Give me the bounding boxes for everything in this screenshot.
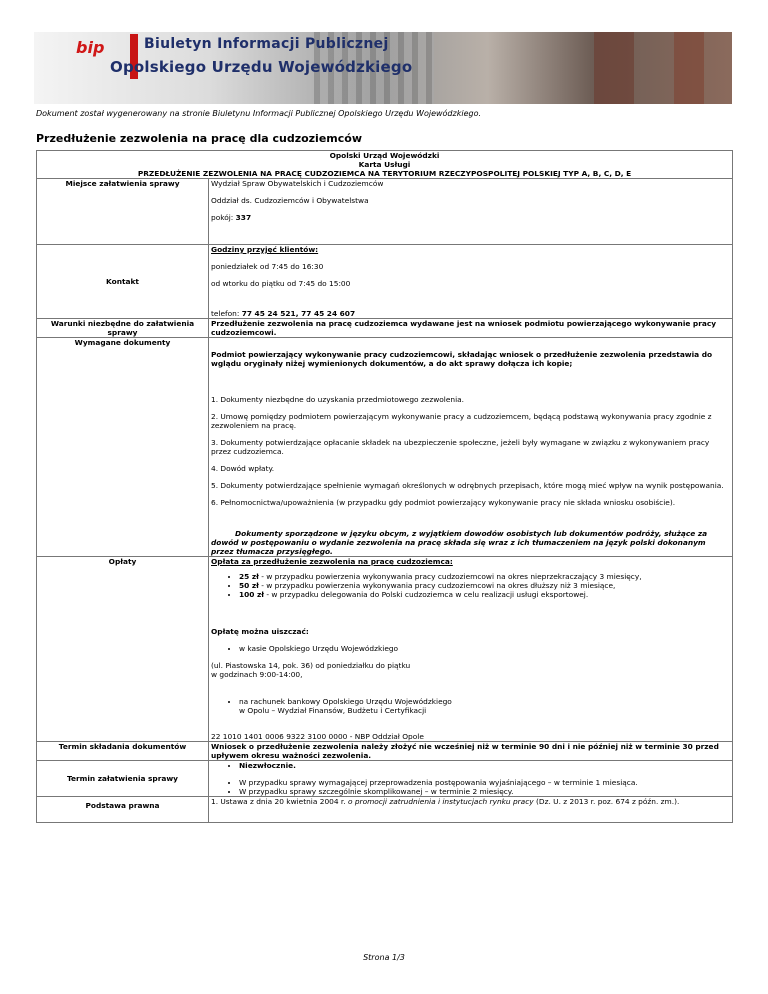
fee-title: Opłata za przedłużenie zezwolenia na pracę cudzoziemca: [211, 557, 453, 566]
service-card-table [36, 150, 733, 823]
fee-item: • 50 zł - w przypadku powierzenia wykonywania pracy cudzoziemcowi na okres dłuższy niż 3 miesiące, [239, 581, 730, 590]
miejsce-label: Miejsce załatwienia sprawy [37, 179, 209, 245]
law-title: o promocji zatrudnienia i instytucjach rynku pracy [347, 797, 534, 806]
service-title: PRZEDŁUŻENIE ZEZWOLENIA NA PRACĘ CUDZOZIEMCA NA TERYTORIUM RZECZYPOSPOLITEJ POLSKIEJ TYP A, B, C, D, E [137, 169, 632, 178]
card-type: Karta Usługi [358, 160, 411, 169]
hours-title: Godziny przyjęć klientów: [211, 245, 319, 254]
room: pokój: 337 [211, 213, 252, 222]
pay-cash: • w kasie Opolskiego Urzędu Wojewódzkiego [239, 644, 730, 653]
pay-title: Opłatę można uiszczać: [211, 627, 309, 636]
phone-numbers: 77 45 24 521, 77 45 24 607 [241, 309, 356, 318]
dokumenty-value [209, 338, 733, 557]
warunki-value: Przedłużenie zezwolenia na pracę cudzoziemca wydawane jest na wniosek podmiotu powierzającego wykonywanie pracy cudzoziemcowi. [209, 319, 733, 338]
pay-bank: • na rachunek bankowy Opolskiego Urzędu Wojewódzkiego w Opolu – Wydział Finansów, Budżetu i Certyfikacji [239, 697, 730, 715]
bank-account: 22 1010 1401 0006 9322 3100 0000 - NBP Oddział Opole [211, 732, 424, 741]
deadline-item: • W przypadku sprawy wymagającej przeprowadzenia postępowania wyjaśniającego – w terminie 1 miesiąca. [239, 778, 730, 787]
generated-note: Dokument został wygenerowany na stronie Biuletynu Informacji Publicznej Opolskiego Urzędu Wojewódzkiego. [36, 109, 482, 118]
page-title: Przedłużenie zezwolenia na pracę dla cudzoziemców [36, 132, 362, 145]
banner-subtitle: Opolskiego Urzędu Wojewódzkiego [110, 58, 413, 76]
document-item: 5. Dokumenty potwierdzające spełnienie wymagań określonych w odrębnych przepisach, które mogą mieć wpływ na wynik postępowania. [211, 481, 724, 490]
card-header [37, 151, 733, 179]
termin-skladania-label: Termin składania dokumentów [37, 742, 209, 761]
office-name: Opolski Urząd Wojewódzki [329, 151, 440, 160]
page-footer: Strona 1/3 [363, 953, 405, 962]
fee-item: • 25 zł - w przypadku powierzenia wykonywania pracy cudzoziemcowi na okres nieprzekraczający 3 miesięcy, [239, 572, 730, 581]
header-banner [34, 32, 732, 104]
document-item: 4. Dowód wpłaty. [211, 464, 275, 473]
documents-intro: Podmiot powierzający wykonywanie pracy cudzoziemcowi, składając wniosek o przedłużenie zezwolenia przedstawia do wglądu oryginały niżej wymienionych dokumentów, a do akt sprawy dołącza ich kopie; [211, 350, 713, 368]
warunki-label: Warunki niezbędne do załatwienia sprawy [37, 319, 209, 338]
deadline-item: • W przypadku sprawy szczególnie skomplikowanej – w terminie 2 miesięcy. [239, 787, 730, 796]
phone: telefon: 77 45 24 521, 77 45 24 607 [211, 309, 356, 318]
oplaty-label: Opłaty [37, 557, 209, 742]
kontakt-value [209, 245, 733, 319]
fee-item: • 100 zł - w przypadku delegowania do Polski cudzoziemca w celu realizacji usługi eksportowej. [239, 590, 730, 599]
hours-monday: poniedziałek od 7:45 do 16:30 [211, 262, 324, 271]
translation-note: Dokumenty sporządzone w języku obcym, z wyjątkiem dowodów osobistych lub dokumentów podróży, służące za dowód w postępowaniu o wydanie zezwolenia na pracę składa się wraz z ich tłumaczeniem na język polski dokonanym przez tłumacza przysięgłego. [211, 529, 708, 556]
podstawa-value: 1. Ustawa z dnia 20 kwietnia 2004 r. o promocji zatrudnienia i instytucjach rynku pracy (Dz. U. z 2013 r. poz. 674 z późn. zm.). [209, 797, 733, 823]
miejsce-value [209, 179, 733, 245]
document-item: 3. Dokumenty potwierdzające opłacanie składek na ubezpieczenie społeczne, jeżeli były wymagane w związku z wykonywaniem pracy przez cudzoziemca. [211, 438, 710, 456]
fee-list [211, 572, 730, 599]
hours-tue-fri: od wtorku do piątku od 7:45 do 15:00 [211, 279, 351, 288]
department: Wydział Spraw Obywatelskich i Cudzoziemców [211, 179, 384, 188]
bip-logo: bip [76, 38, 105, 57]
cash-address: (ul. Piastowska 14, pok. 36) od poniedziałku do piątku [211, 661, 411, 670]
termin-zalatwienia-value [209, 761, 733, 797]
document-item: 6. Pełnomocnictwa/upoważnienia (w przypadku gdy podmiot powierzający wykonywanie pracy nie składa wniosku osobiście). [211, 498, 676, 507]
oplaty-value [209, 557, 733, 742]
podstawa-label: Podstawa prawna [37, 797, 209, 823]
kontakt-label: Kontakt [37, 245, 209, 319]
termin-skladania-value: Wniosek o przedłużenie zezwolenia należy złożyć nie wcześniej niż w terminie 90 dni i nie później niż w terminie 30 przed upływem okresu ważności zezwolenia. [209, 742, 733, 761]
termin-zalatwienia-label: Termin załatwienia sprawy [37, 761, 209, 797]
room-number: 337 [235, 213, 252, 222]
deadline-item: • Niezwłocznie. [239, 761, 730, 770]
dokumenty-label: Wymagane dokumenty [37, 338, 209, 557]
document-item: 1. Dokumenty niezbędne do uzyskania przedmiotowego zezwolenia. [211, 395, 465, 404]
section: Oddział ds. Cudzoziemców i Obywatelstwa [211, 196, 369, 205]
cash-hours: w godzinach 9:00-14:00, [211, 670, 303, 679]
banner-title: Biuletyn Informacji Publicznej [144, 36, 389, 52]
document-item: 2. Umowę pomiędzy podmiotem powierzającym wykonywanie pracy a cudzoziemcem, będącą podstawą wykonywania pracy zgodnie z zezwoleniem na pracę. [211, 412, 712, 430]
